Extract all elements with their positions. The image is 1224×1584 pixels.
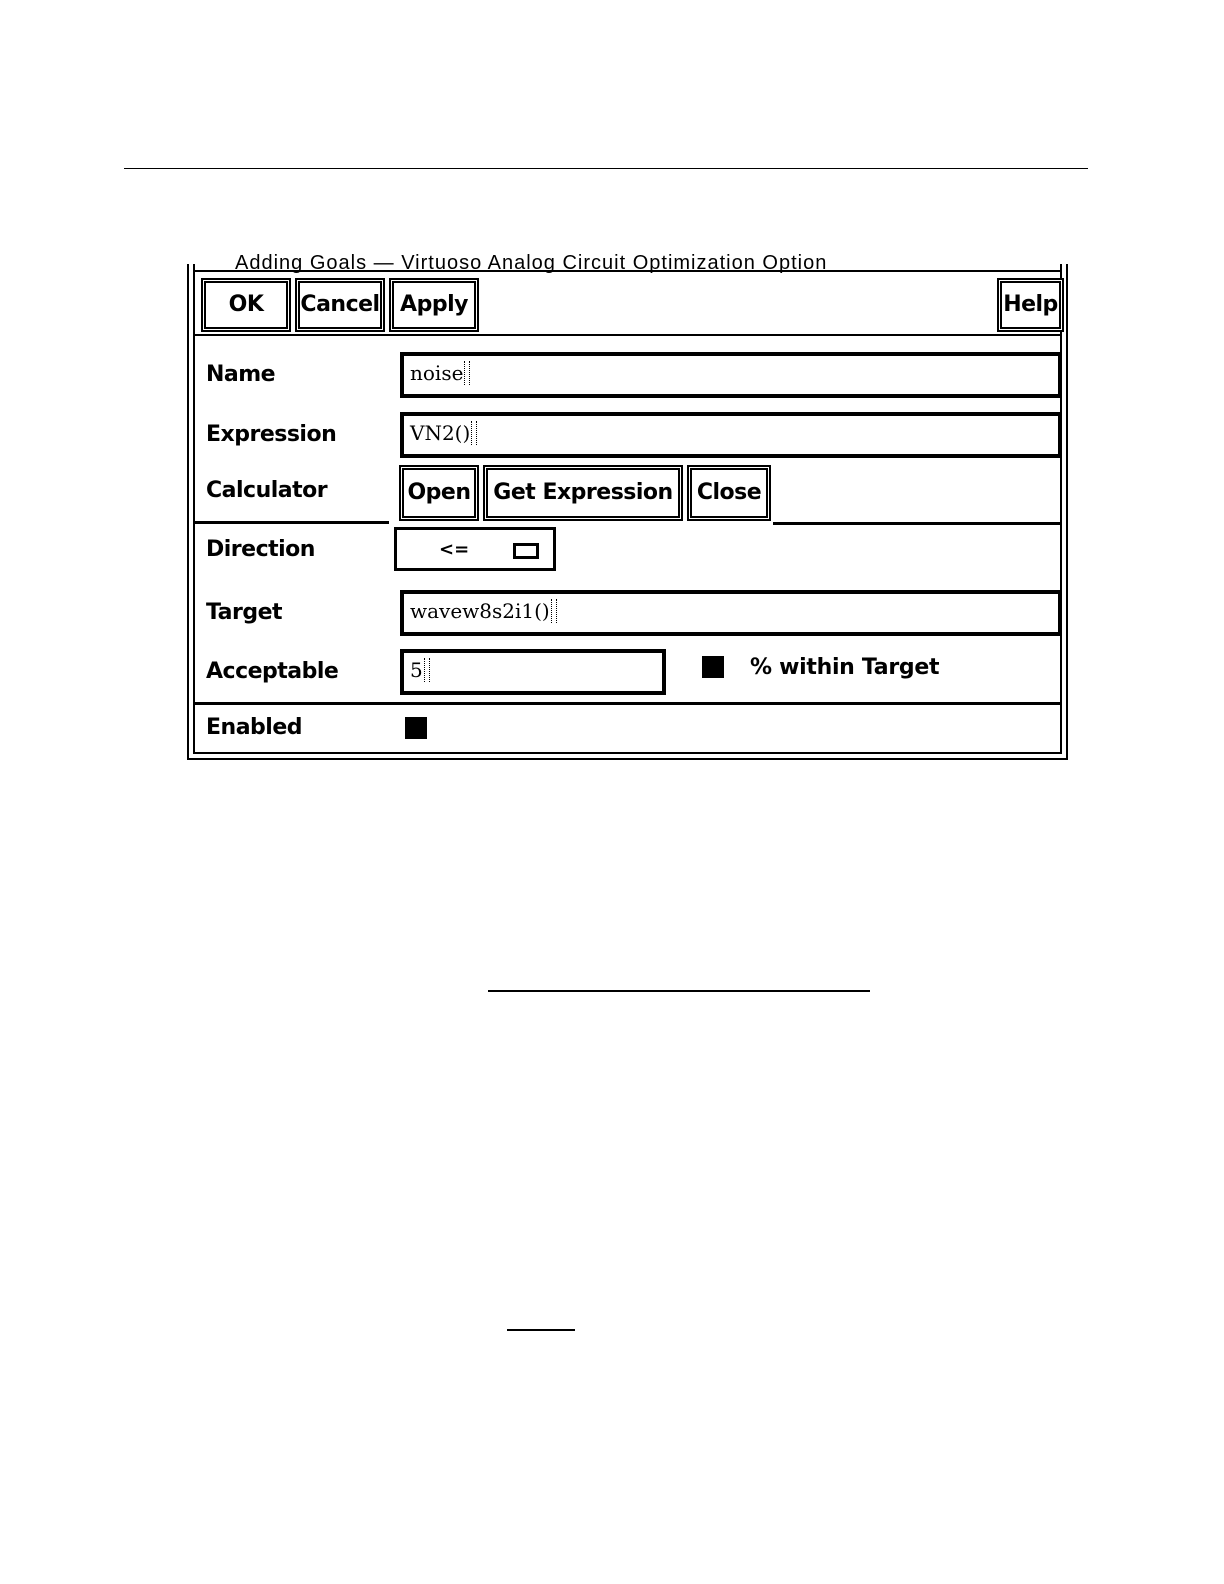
toolbar-separator [195,334,1060,336]
target-label: Target [206,600,283,625]
text-cursor [551,599,557,623]
section-separator [195,521,389,524]
percent-within-target-label: % within Target [750,655,940,680]
add-goal-dialog [187,252,1068,760]
apply-button[interactable]: Apply [389,278,479,332]
expression-field[interactable] [400,412,1062,458]
document-underline [488,990,870,992]
acceptable-label: Acceptable [206,659,339,684]
get-expression-button[interactable]: Get Expression [483,465,683,521]
calculator-close-button[interactable]: Close [687,465,771,521]
text-cursor [464,361,470,385]
acceptable-value: 5 [410,658,423,682]
direction-option-menu[interactable] [394,527,556,571]
document-underline [507,1329,575,1331]
name-value: noise [410,361,464,385]
help-button[interactable]: Help [997,278,1064,332]
acceptable-field[interactable] [400,649,666,695]
text-cursor [424,658,430,682]
title-bar-edge [195,264,1060,272]
enabled-label: Enabled [206,715,302,740]
percent-within-target-toggle[interactable] [702,656,724,678]
direction-value: <= [439,539,470,560]
calculator-label: Calculator [206,478,328,503]
ok-button[interactable]: OK [201,278,291,332]
name-label: Name [206,362,276,387]
calculator-open-button[interactable]: Open [399,465,479,521]
section-separator [773,522,1060,525]
text-cursor [471,421,477,445]
option-menu-indicator-icon [513,543,539,559]
expression-value: VN2() [410,421,471,445]
section-separator [195,702,1060,705]
expression-label: Expression [206,422,337,447]
target-field[interactable] [400,590,1062,636]
dialog-title: Adding Goals — Virtuoso Analog Circuit Optimization Option [235,252,828,274]
enabled-toggle[interactable] [405,717,427,739]
name-field[interactable] [400,352,1062,398]
page-header-rule [124,168,1088,169]
cancel-button[interactable]: Cancel [295,278,385,332]
target-value: wavew8s2i1() [410,599,550,623]
direction-label: Direction [206,537,315,562]
dialog-frame [193,252,1062,754]
